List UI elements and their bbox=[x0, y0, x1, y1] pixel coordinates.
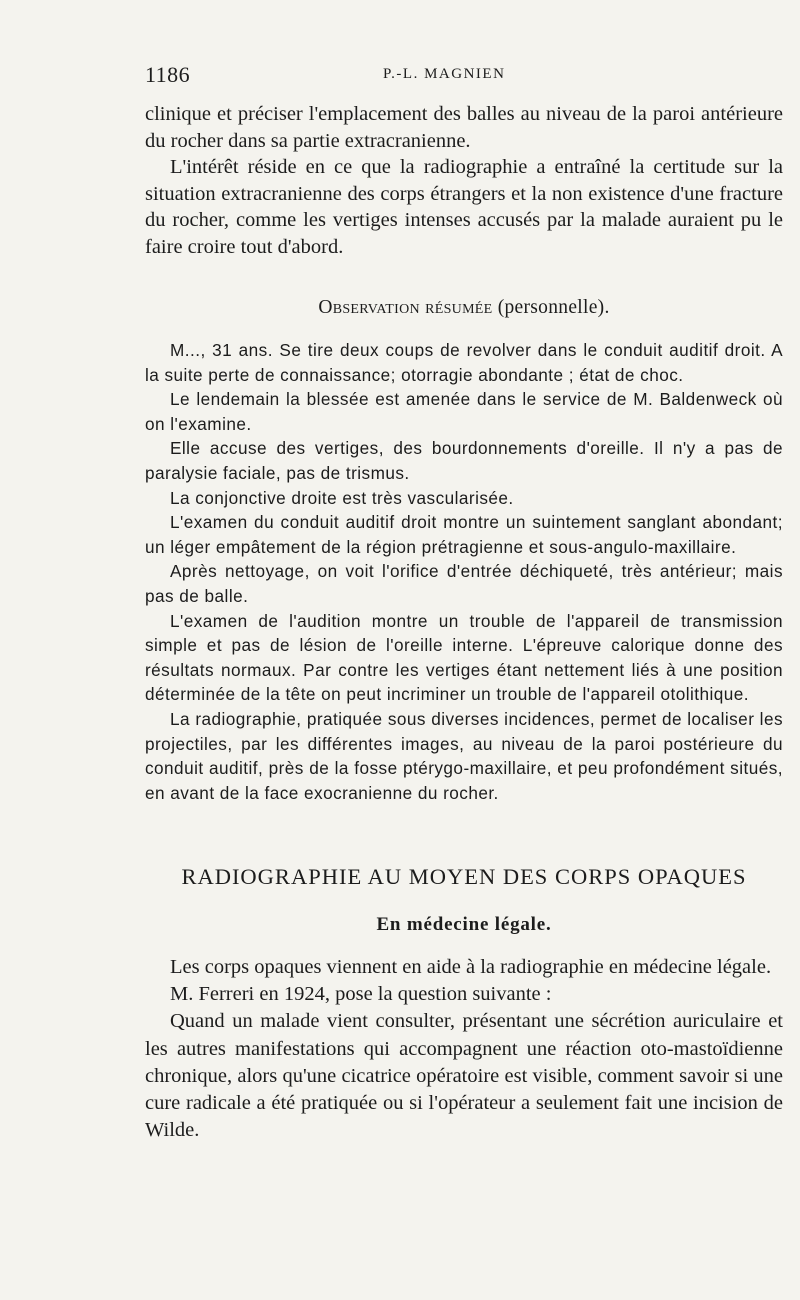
observation-title-main: Observation résumée bbox=[318, 297, 493, 318]
observation-title-rest: (personnelle). bbox=[497, 297, 610, 318]
section-title: RADIOGRAPHIE AU MOYEN DES CORPS OPAQUES bbox=[181, 864, 747, 889]
observation-paragraph: L'examen de l'audition montre un trouble de l'appareil de transmission simple et pas de lésion de l'oreille interne. L'épreuve calorique donne des résultats normaux. Par contre les vertiges étant nettement liés à une position déterminée de la tête on peut incriminer un trouble de l'appareil otolithique. bbox=[145, 610, 783, 705]
paragraph: Les corps opaques viennent en aide à la radiographie en médecine légale. bbox=[170, 956, 772, 978]
observation-paragraph: La radiographie, pratiquée sous diverses incidences, permet de localiser les projectiles, par les différentes images, au niveau de la paroi postérieure du conduit auditif, près de la fosse ptérygo-maxillaire, et peu profondément situés, en avant de la face exocranienne du rocher. bbox=[145, 708, 783, 803]
observation-paragraph: L'examen du conduit auditif droit montre un suintement sanglant abondant; un léger empâtement de la région prétragienne et sous-angulo-maxillaire. bbox=[145, 512, 783, 557]
observation-paragraph: La conjonctive droite est très vascularisée. bbox=[170, 487, 514, 508]
page-header bbox=[145, 62, 785, 90]
paragraph: L'intérêt réside en ce que la radiographie a entraîné la certitude sur la situation extracranienne des corps étrangers et la non existence d'une fracture du rocher, comme les vertiges intenses accusés par la malade auraient pu le faire croire tout d'abord. bbox=[145, 156, 783, 258]
paragraph: M. Ferreri en 1924, pose la question suivante : bbox=[170, 983, 552, 1006]
section-text bbox=[145, 954, 783, 1144]
observation-paragraph: Après nettoyage, on voit l'orifice d'entrée déchiqueté, très antérieur; mais pas de balle. bbox=[145, 561, 783, 606]
intro-text bbox=[145, 101, 783, 260]
observation-paragraph: Elle accuse des vertiges, des bourdonnements d'oreille. Il n'y a pas de paralysie faciale, pas de trismus. bbox=[145, 438, 783, 483]
subsection-title: En médecine légale. bbox=[376, 914, 552, 935]
paragraph: clinique et préciser l'emplacement des balles au niveau de la paroi antérieure du rocher dans sa partie extracranienne. bbox=[145, 103, 783, 152]
observation-paragraph: Le lendemain la blessée est amenée dans le service de M. Baldenweck où on l'examine. bbox=[145, 389, 783, 434]
paragraph: Quand un malade vient consulter, présentant une sécrétion auriculaire et les autres manifestations qui accompagnent une réaction oto-mastoïdienne chronique, alors qu'une cicatrice opératoire est visible, comment savoir si une cure radicale a été pratiquée ou si l'opérateur a seulement fait une incision de Wilde. bbox=[145, 1010, 783, 1142]
observation-paragraph: M..., 31 ans. Se tire deux coups de revolver dans le conduit auditif droit. A la suite perte de connaissance; otorragie abondante ; état de choc. bbox=[145, 340, 783, 385]
running-head: P.-L. MAGNIEN bbox=[383, 66, 506, 82]
page-number: 1186 bbox=[145, 62, 191, 87]
observation-title bbox=[145, 297, 783, 319]
observation-text bbox=[145, 338, 783, 805]
